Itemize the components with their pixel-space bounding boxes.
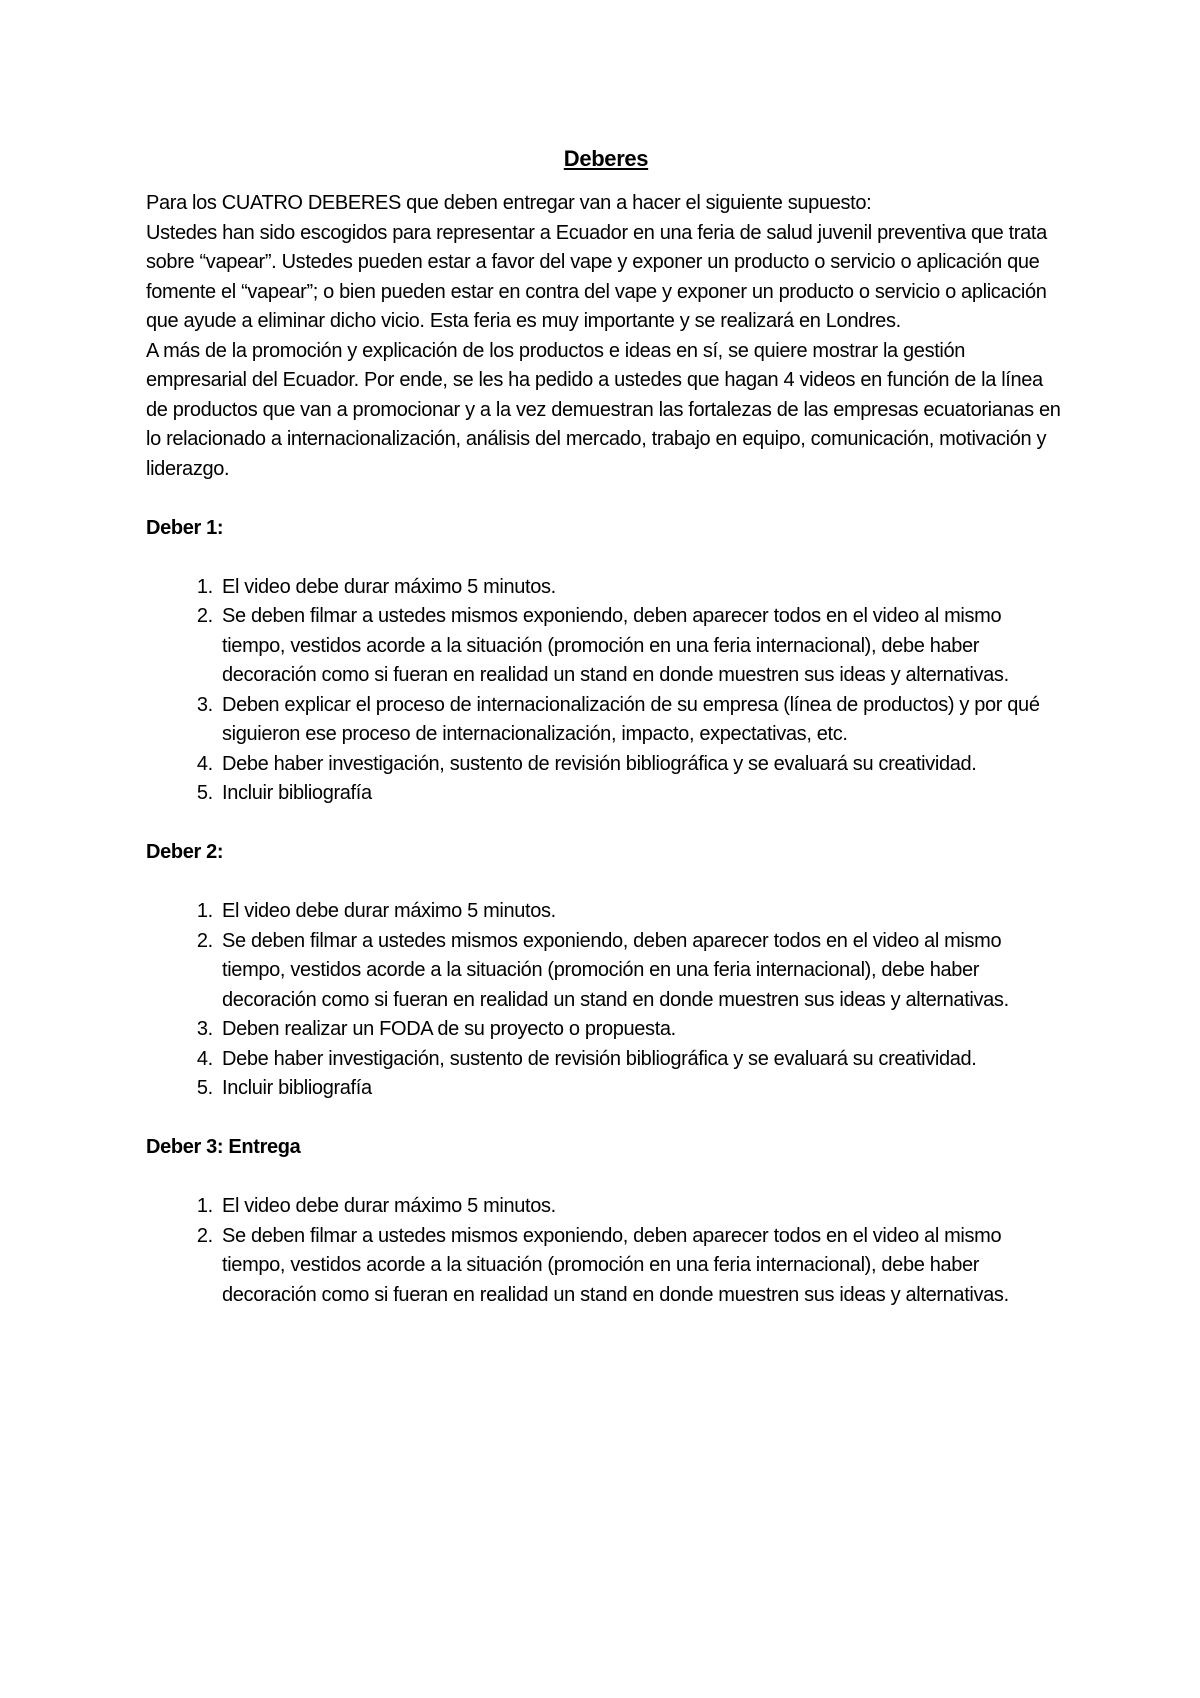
requirements-list — [146, 897, 1066, 1104]
section-deber-2 — [146, 838, 1066, 1104]
list-item: 2. Se deben filmar a ustedes mismos exponiendo, deben aparecer todos en el video al mismo tiempo, vestidos acorde a la situación (promoción en una feria internacional), debe haber decoración como si fueran en realidad un stand en donde muestren sus ideas y alternativas. — [218, 927, 1066, 1016]
list-item: 2. Se deben filmar a ustedes mismos exponiendo, deben aparecer todos en el video al mismo tiempo, vestidos acorde a la situación (promoción en una feria internacional), debe haber decoración como si fueran en realidad un stand en donde muestren sus ideas y alternativas. — [218, 1222, 1066, 1311]
section-heading: Deber 1: — [146, 516, 224, 539]
list-item: 5. Incluir bibliografía — [218, 779, 1066, 809]
requirements-list — [146, 1192, 1066, 1310]
page-title: Deberes — [563, 146, 649, 171]
intro-paragraph: A más de la promoción y explicación de los productos e ideas en sí, se quiere mostrar la gestión empresarial del Ecuador. Por ende, se les ha pedido a ustedes que hagan 4 videos en función de la línea de productos que van a promocionar y a la vez demuestran las fortalezas de las empresas ecuatorianas en lo relacionado a internacionalización, análisis del mercado, trabajo en equipo, comunicación, motivación y liderazgo. — [146, 339, 1061, 480]
intro-paragraph: Para los CUATRO DEBERES que deben entregar van a hacer el siguiente supuesto: — [146, 192, 872, 214]
section-deber-1 — [146, 514, 1066, 809]
section-deber-3 — [146, 1133, 1066, 1310]
requirements-list — [146, 573, 1066, 809]
list-item: 5. Incluir bibliografía — [218, 1074, 1066, 1104]
section-heading: Deber 3: Entrega — [146, 1136, 301, 1158]
list-item: 4. Debe haber investigación, sustento de revisión bibliográfica y se evaluará su creatividad. — [218, 1045, 1066, 1075]
intro-block — [146, 189, 1066, 484]
list-item: 4. Debe haber investigación, sustento de revisión bibliográfica y se evaluará su creatividad. — [218, 750, 1066, 780]
list-item: 1. El video debe durar máximo 5 minutos. — [218, 1192, 1066, 1222]
intro-paragraph: Ustedes han sido escogidos para representar a Ecuador en una feria de salud juvenil preventiva que trata sobre “vapear”. Ustedes pueden estar a favor del vape y exponer un producto o servicio o aplicación que fomente el “vapear”; o bien pueden estar en contra del vape y exponer un producto o servicio o aplicación que ayude a eliminar dicho vicio. Esta feria es muy importante y se realizará en Londres. — [146, 221, 1047, 332]
list-item: 2. Se deben filmar a ustedes mismos exponiendo, deben aparecer todos en el video al mismo tiempo, vestidos acorde a la situación (promoción en una feria internacional), debe haber decoración como si fueran en realidad un stand en donde muestren sus ideas y alternativas. — [218, 602, 1066, 691]
list-item: 3. Deben realizar un FODA de su proyecto o propuesta. — [218, 1015, 1066, 1045]
section-heading: Deber 2: — [146, 841, 224, 863]
list-item: 1. El video debe durar máximo 5 minutos. — [218, 897, 1066, 927]
document-page — [146, 144, 1066, 1310]
list-item: 1. El video debe durar máximo 5 minutos. — [218, 573, 1066, 603]
list-item: 3. Deben explicar el proceso de internacionalización de su empresa (línea de productos) y por qué siguieron ese proceso de internacionalización, impacto, expectativas, etc. — [218, 691, 1066, 750]
